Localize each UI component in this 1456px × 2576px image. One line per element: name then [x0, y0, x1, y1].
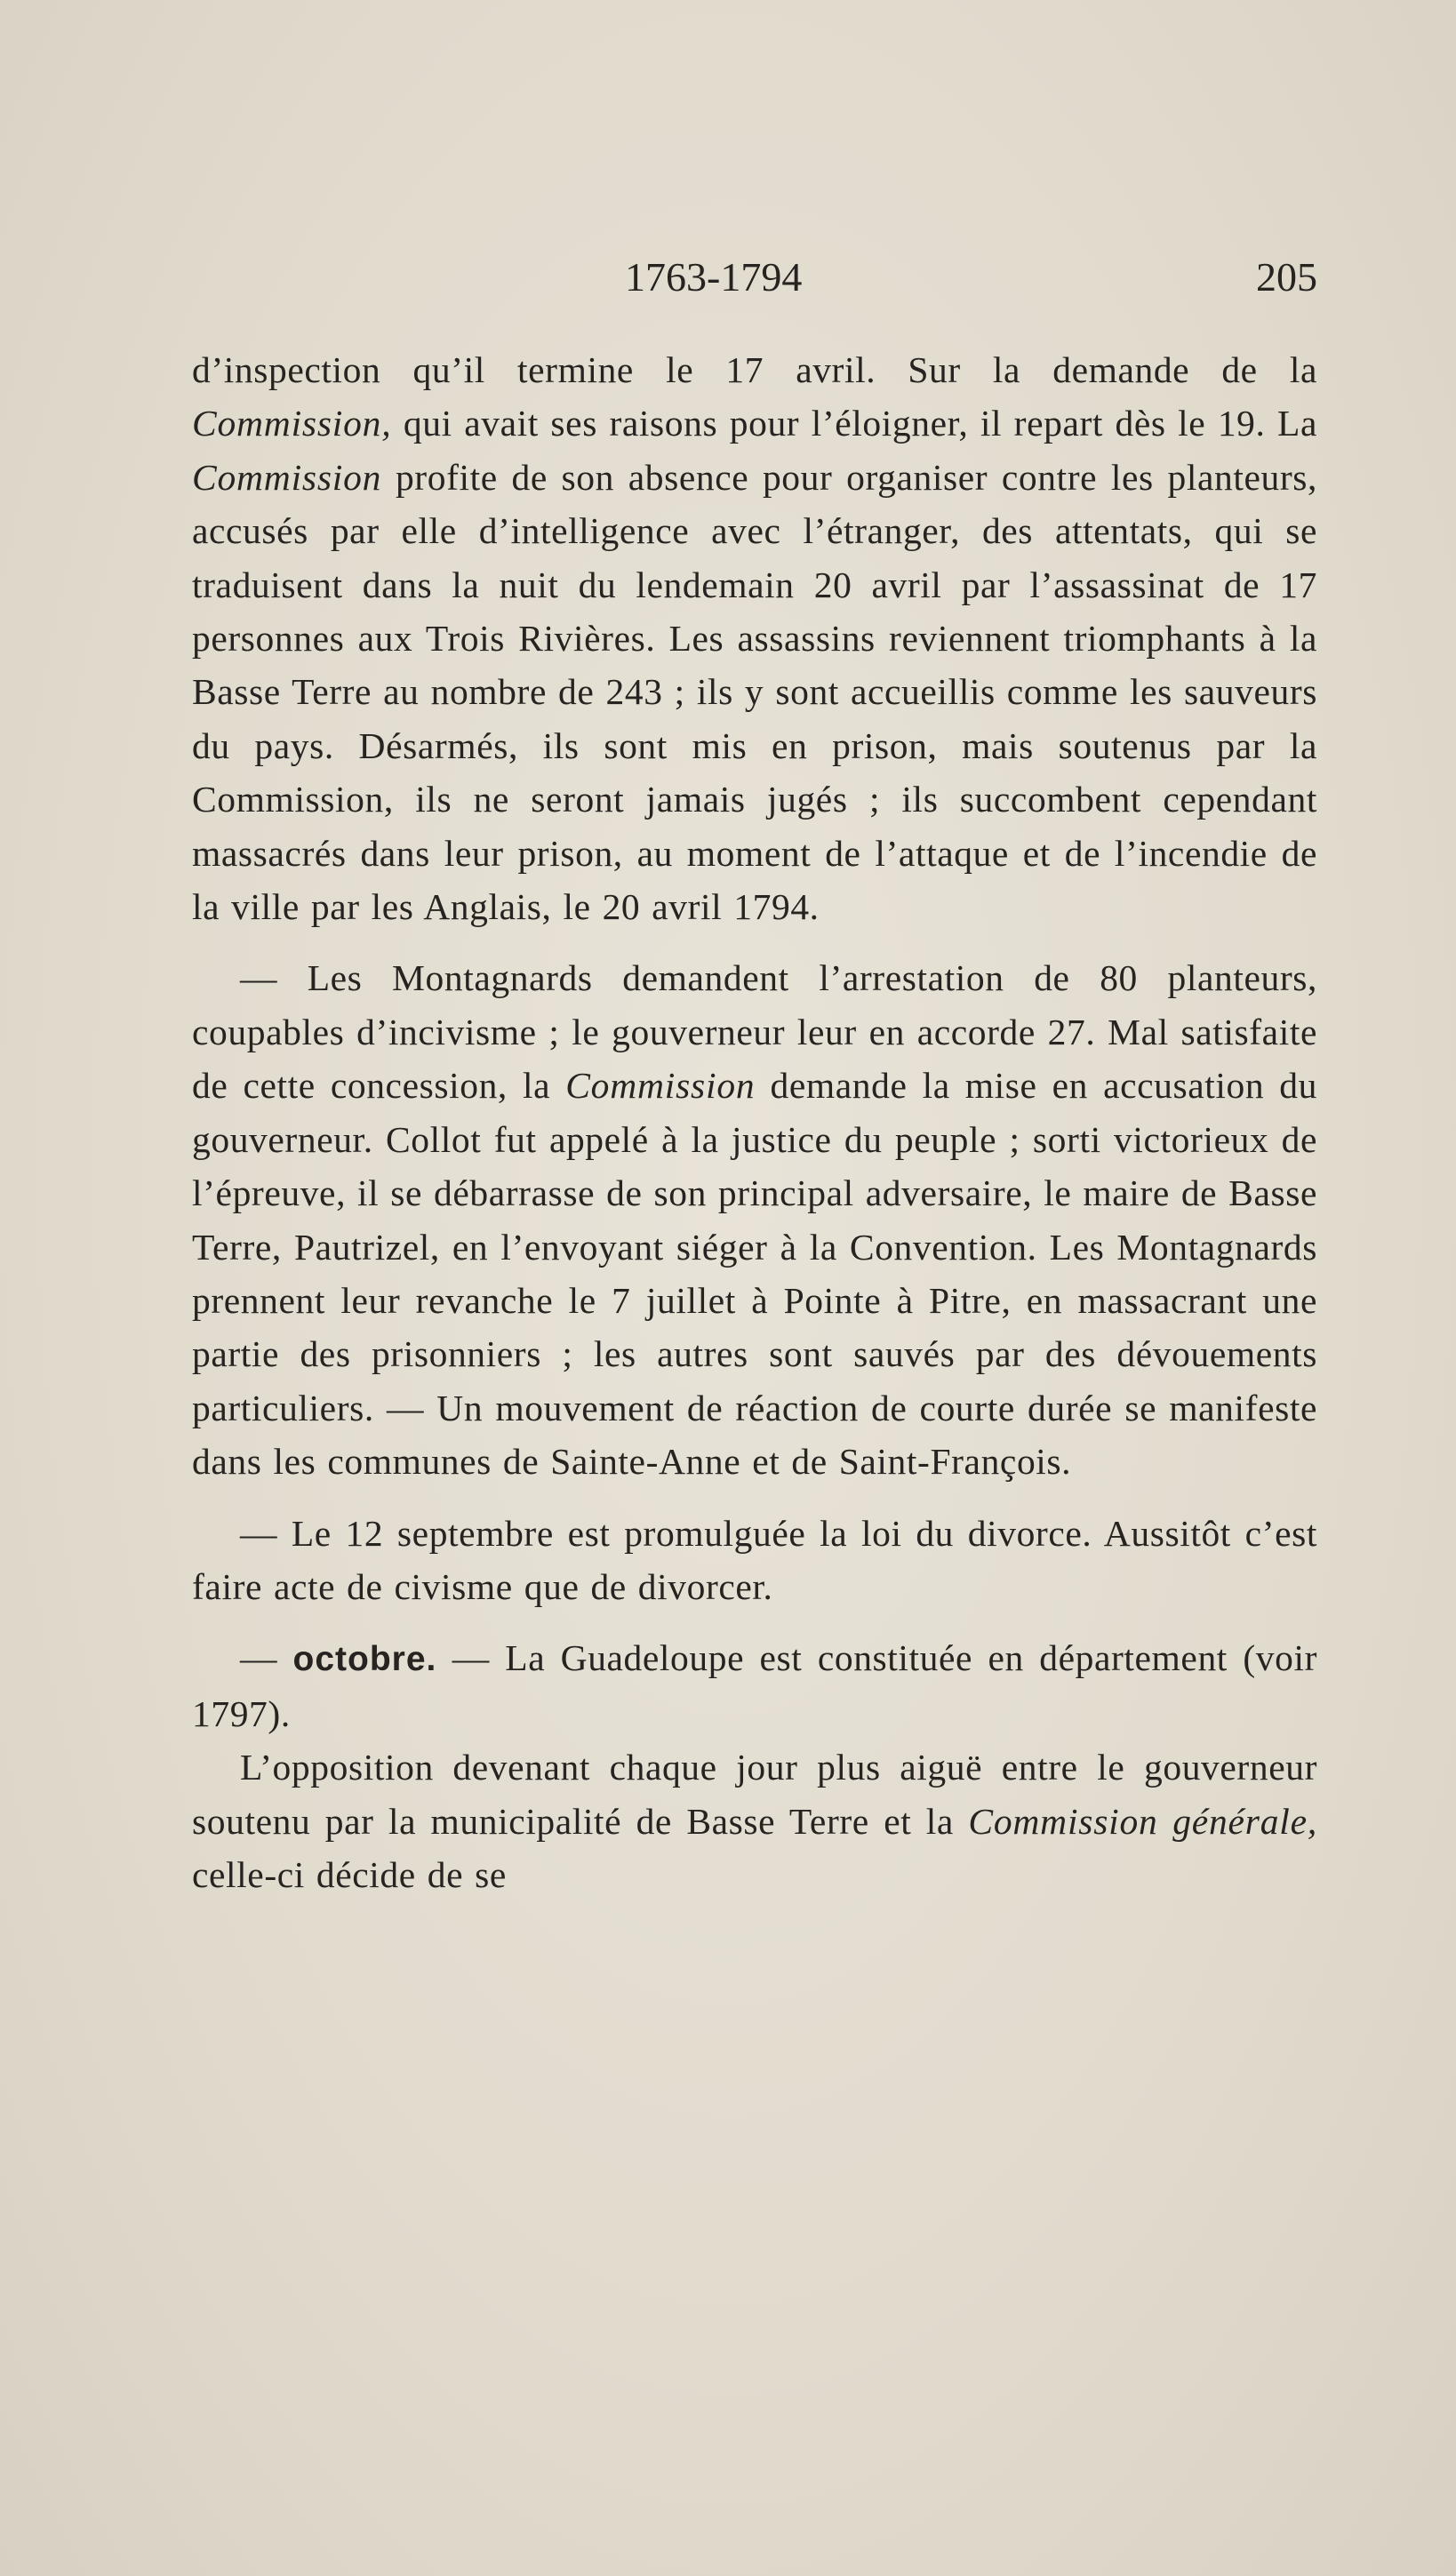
paragraph-4-date-heading: octobre. — [292, 1640, 437, 1679]
book-page — [192, 0, 1317, 2576]
paragraph-5-text-a: L’opposition devenant chaque jour plus aiguë entre le gouverneur soutenu par la municipalité de Basse Terre et la — [192, 1747, 1317, 1842]
paragraph-1-text-a: d’inspection qu’il termine le 17 avril. Sur la demande de la — [192, 349, 1317, 390]
paragraph-5 — [192, 1740, 1317, 1901]
paragraph-2-italic-a: Commission — [565, 1065, 756, 1107]
running-head — [192, 251, 1317, 304]
paragraph-4 — [192, 1631, 1317, 1740]
paragraph-4-text-a: — — [240, 1637, 293, 1679]
paragraph-1-text-c: profite de son absence pour organiser contre les planteurs, accusés par elle d’intelligence avec l’étranger, des attentats, qui se traduisent dans la nuit du lendemain 20 avril par l’assassinat de 17 personnes aux Trois Rivières. Les assassins reviennent triomphants à la Basse Terre au nombre de 243 ; ils y sont accueillis comme les sauveurs du pays. Désarmés, ils sont mis en prison, mais soutenus par la Commission, ils ne seront jamais jugés ; ils succombent cependant massacrés dans leur prison, au moment de l’attaque et de l’incendie de la ville par les Anglais, le 20 avril 1794. — [192, 456, 1317, 928]
paragraph-4-text-b: — La Guadeloupe est constituée en département (voir 1797). — [192, 1637, 1317, 1734]
paragraph-3 — [192, 1507, 1317, 1614]
paragraph-1-italic-a: Commission, — [192, 403, 392, 444]
paragraph-2-text-b: demande la mise en accusation du gouverneur. Collot fut appelé à la justice du peuple ; sorti victorieux de l’épreuve, il se débarrasse de son principal adversaire, le maire de Basse Terre, Pautrizel, en l’envoyant siéger à la Convention. Les Montagnards prennent leur revanche le 7 juillet à Pointe à Pitre, en massacrant une partie des prisonniers ; les autres sont sauvés par des dévouements particuliers. — Un mouvement de réaction de courte durée se manifeste dans les communes de Sainte-Anne et de Saint-François. — [192, 1065, 1317, 1483]
paragraph-2-text-a: — Les Montagnards demandent l’arrestation de 80 planteurs, coupables d’incivisme ; le gouverneur leur en accorde 27. Mal satisfaite de cette concession, la — [192, 957, 1317, 1107]
paragraph-5-italic-a: Commission générale, — [968, 1800, 1317, 1842]
paragraph-1-text-b: qui avait ses raisons pour l’éloigner, il repart dès le 19. La — [391, 403, 1317, 444]
paragraph-1-italic-b: Commission — [192, 456, 382, 498]
paragraph-3-text: — Le 12 septembre est promulguée la loi du divorce. Aussitôt c’est faire acte de civisme que de divorcer. — [192, 1512, 1317, 1607]
paragraph-1 — [192, 343, 1317, 933]
running-head-title: 1763-1794 — [625, 254, 803, 300]
page-number: 205 — [1256, 254, 1317, 300]
paragraph-2 — [192, 951, 1317, 1488]
body-text — [192, 343, 1317, 1901]
paragraph-5-text-b: celle-ci décide de se — [192, 1853, 507, 1895]
